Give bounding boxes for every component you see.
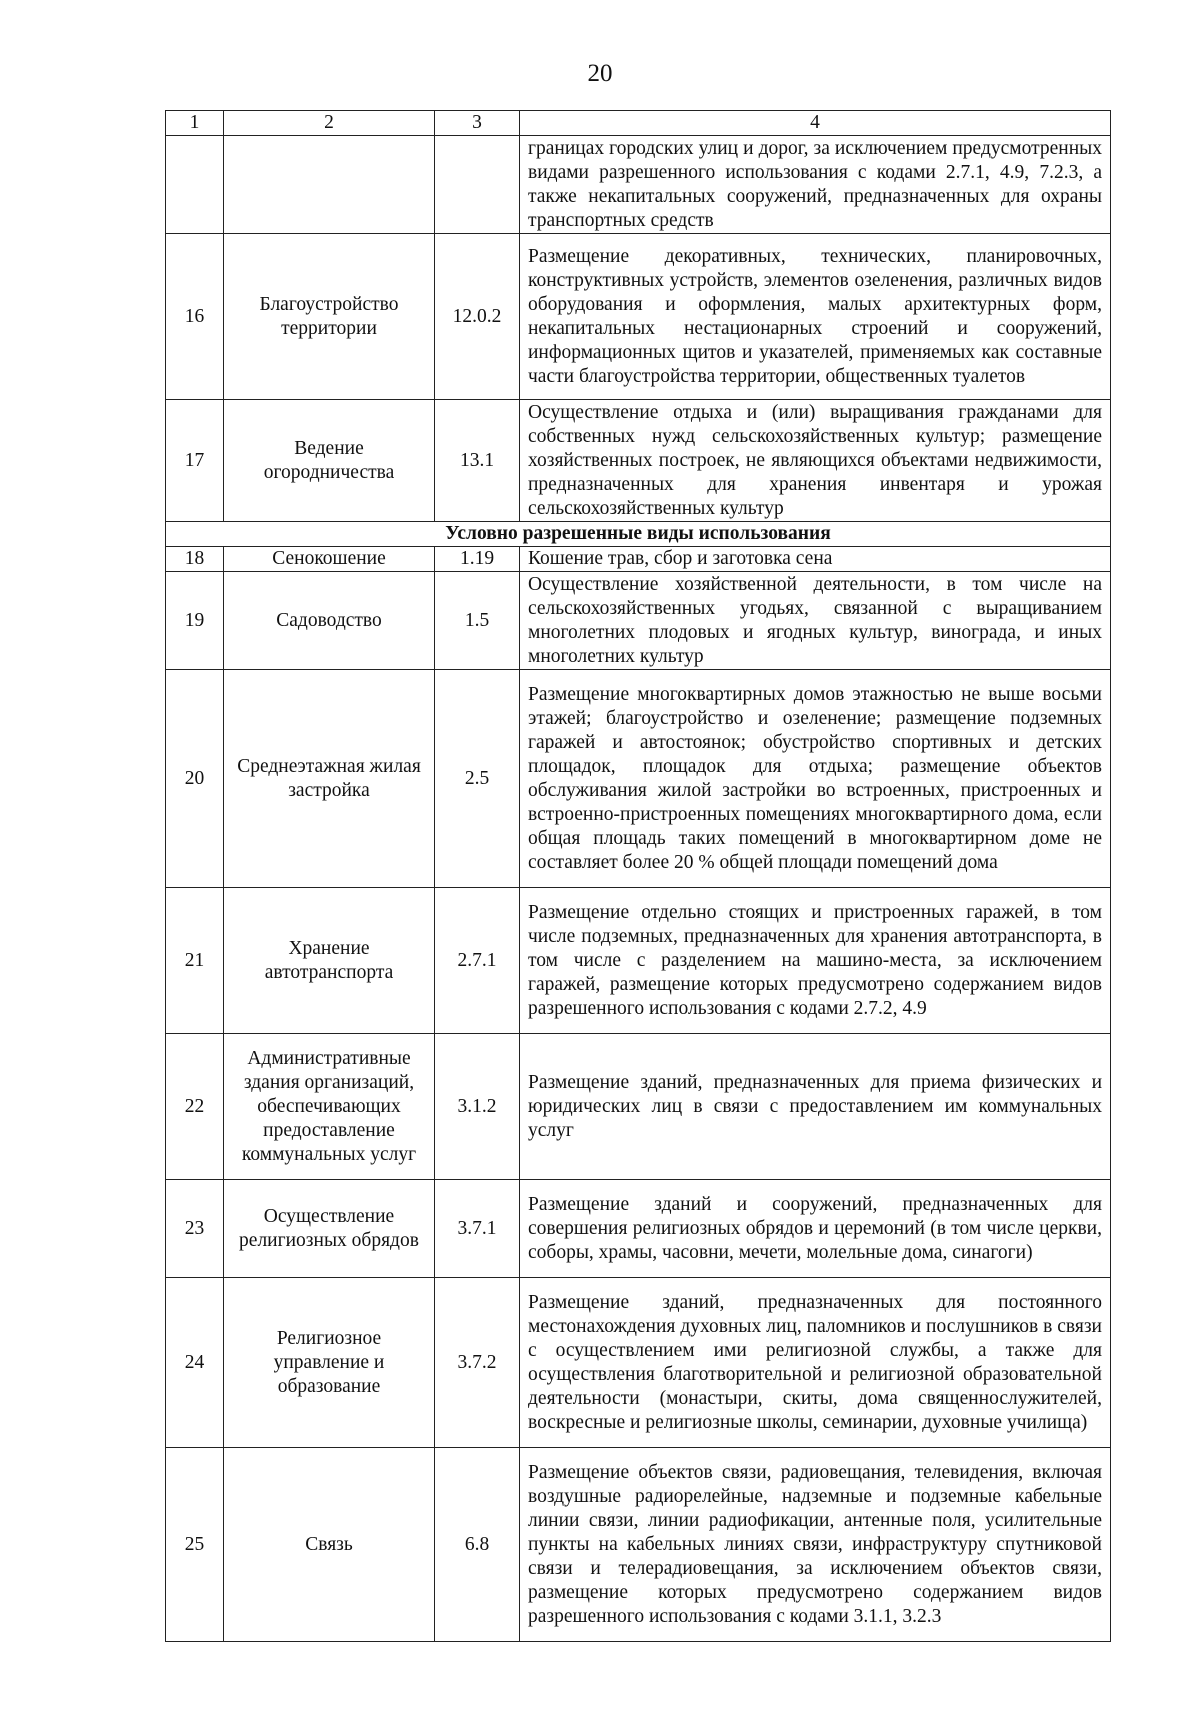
row-number: 21 <box>166 888 224 1034</box>
use-description: Размещение зданий и сооружений, предназначенных для совершения религиозных обрядов и церемоний (в том числе церкви, соборы, храмы, часовни, мечети, молельные дома, синагоги) <box>520 1180 1111 1278</box>
page-number: 20 <box>587 60 613 87</box>
header-col-4: 4 <box>520 111 1111 136</box>
use-name <box>224 136 435 234</box>
header-col-3: 3 <box>435 111 520 136</box>
row-number <box>166 136 224 234</box>
row-number: 22 <box>166 1034 224 1180</box>
row-number: 25 <box>166 1448 224 1642</box>
table-row <box>166 1180 1111 1278</box>
use-code: 1.5 <box>435 572 520 670</box>
section-title: Условно разрешенные виды использования <box>166 522 1111 547</box>
table-row <box>166 1034 1111 1180</box>
row-number: 19 <box>166 572 224 670</box>
use-name: Религиозное управление и образование <box>224 1278 435 1448</box>
row-number: 24 <box>166 1278 224 1448</box>
use-name: Среднеэтажная жилая застройка <box>224 670 435 888</box>
use-description: Размещение объектов связи, радиовещания, телевидения, включая воздушные радиорелейные, надземные и подземные кабельные линии связи, линии радиофикации, антенные поля, усилительные пункты на кабельных линиях связи, инфраструктуру спутниковой связи и телерадиовещания, за исключением объектов связи, размещение которых предусмотрено содержанием видов разрешенного использования с кодами 3.1.1, 3.2.3 <box>520 1448 1111 1642</box>
use-code: 1.19 <box>435 547 520 572</box>
use-name: Связь <box>224 1448 435 1642</box>
use-name: Сенокошение <box>224 547 435 572</box>
row-number: 18 <box>166 547 224 572</box>
use-description: границах городских улиц и дорог, за исключением предусмотренных видами разрешенного использования с кодами 2.7.1, 4.9, 7.2.3, а также некапитальных сооружений, предназначенных для охраны транспортных средств <box>520 136 1111 234</box>
use-description: Осуществление хозяйственной деятельности, в том числе на сельскохозяйственных угодьях, связанной с выращиванием многолетних плодовых и ягодных культур, винограда, и иных многолетних культур <box>520 572 1111 670</box>
use-description: Размещение отдельно стоящих и пристроенных гаражей, в том числе подземных, предназначенных для хранения автотранспорта, в том числе с разделением на машино-места, за исключением гаражей, размещение которых предусмотрено содержанием видов разрешенного использования с кодами 2.7.2, 4.9 <box>520 888 1111 1034</box>
table-row <box>166 234 1111 400</box>
use-name: Осуществление религиозных обрядов <box>224 1180 435 1278</box>
use-description: Кошение трав, сбор и заготовка сена <box>520 547 1111 572</box>
table-header-row <box>166 111 1111 136</box>
table-row <box>166 1448 1111 1642</box>
table-row <box>166 888 1111 1034</box>
use-code: 2.7.1 <box>435 888 520 1034</box>
use-description: Размещение зданий, предназначенных для приема физических и юридических лиц в связи с предоставлением им коммунальных услуг <box>520 1034 1111 1180</box>
use-code: 3.7.1 <box>435 1180 520 1278</box>
row-number: 23 <box>166 1180 224 1278</box>
use-description: Осуществление отдыха и (или) выращивания гражданами для собственных нужд сельскохозяйственных культур; размещение хозяйственных построек, не являющихся объектами недвижимости, предназначенных для хранения инвентаря и урожая сельскохозяйственных культур <box>520 400 1111 522</box>
table-row <box>166 547 1111 572</box>
table-row <box>166 1278 1111 1448</box>
use-code <box>435 136 520 234</box>
table-row <box>166 572 1111 670</box>
table-row <box>166 670 1111 888</box>
use-name: Ведение огородничества <box>224 400 435 522</box>
use-code: 13.1 <box>435 400 520 522</box>
use-code: 3.7.2 <box>435 1278 520 1448</box>
header-col-1: 1 <box>166 111 224 136</box>
row-number: 16 <box>166 234 224 400</box>
section-header-row <box>166 522 1111 547</box>
use-code: 12.0.2 <box>435 234 520 400</box>
use-code: 3.1.2 <box>435 1034 520 1180</box>
use-name: Административные здания организаций, обеспечивающих предоставление коммунальных услуг <box>224 1034 435 1180</box>
header-col-2: 2 <box>224 111 435 136</box>
row-number: 20 <box>166 670 224 888</box>
row-number: 17 <box>166 400 224 522</box>
use-description: Размещение зданий, предназначенных для постоянного местонахождения духовных лиц, паломников и послушников в связи с осуществлением ими религиозной службы, а также для осуществления благотворительной и религиозной образовательной деятельности (монастыри, скиты, дома священнослужителей, воскресные и религиозные школы, семинарии, духовные училища) <box>520 1278 1111 1448</box>
table-row <box>166 136 1111 234</box>
use-code: 6.8 <box>435 1448 520 1642</box>
use-name: Благоустройство территории <box>224 234 435 400</box>
land-use-table <box>165 110 1111 1642</box>
use-name: Хранение автотранспорта <box>224 888 435 1034</box>
use-description: Размещение многоквартирных домов этажностью не выше восьми этажей; благоустройство и озеленение; размещение подземных гаражей и автостоянок; обустройство спортивных и детских площадок, площадок для отдыха; размещение объектов обслуживания жилой застройки во встроенных, пристроенных и встроенно-пристроенных помещениях многоквартирного дома, если общая площадь таких помещений в многоквартирном доме не составляет более 20 % общей площади помещений дома <box>520 670 1111 888</box>
table-row <box>166 400 1111 522</box>
use-code: 2.5 <box>435 670 520 888</box>
use-name: Садоводство <box>224 572 435 670</box>
use-description: Размещение декоративных, технических, планировочных, конструктивных устройств, элементов озеленения, различных видов оборудования и оформления, малых архитектурных форм, некапитальных нестационарных строений и сооружений, информационных щитов и указателей, применяемых как составные части благоустройства территории, общественных туалетов <box>520 234 1111 400</box>
